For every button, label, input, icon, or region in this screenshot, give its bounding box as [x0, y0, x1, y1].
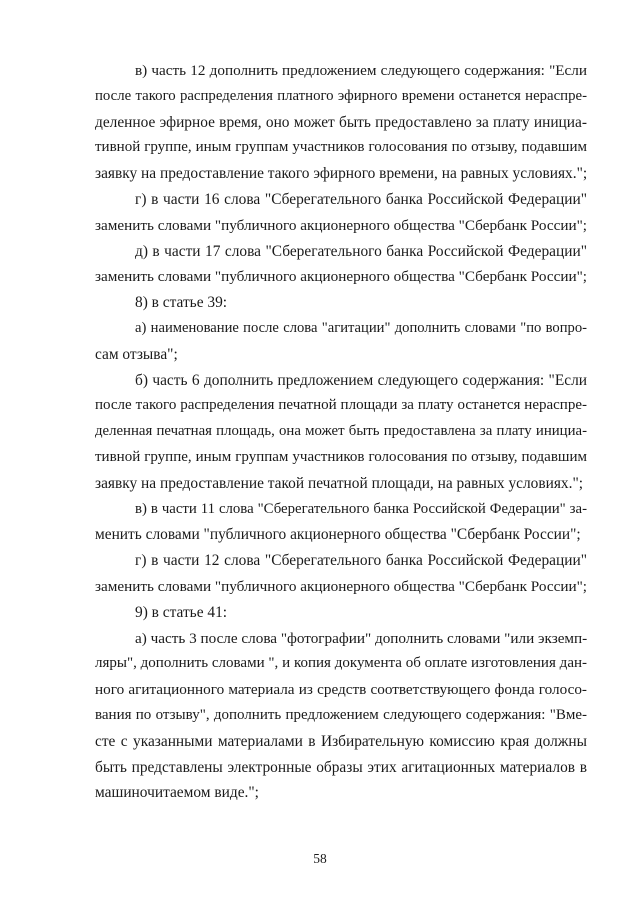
text-line: в) часть 12 дополнить предложением следующего содержания: "Если [135, 62, 587, 79]
text-line: заменить словами "публичного акционерного общества "Сбербанк России"; [95, 216, 588, 234]
text-line: г) в части 12 слова "Сберегательного банка Российской Федерации" [135, 552, 587, 570]
text-line: а) часть 3 после слова "фотографии" дополнить словами "или экземп- [135, 629, 588, 647]
text-line: быть представлены электронные образы этих агитационных материалов в [95, 758, 587, 776]
text-line: сте с указанными материалами в Избирательную комиссию края должны [95, 732, 587, 750]
text-line: машиночитаемом виде."; [95, 784, 259, 802]
text-line: ляры", дополнить словами ", и копия документа об оплате изготовления дан- [95, 655, 587, 672]
page-number: 58 [313, 851, 327, 866]
text-line: ного агитационного материала из средств соответствующего фонда голосо- [95, 681, 587, 699]
text-line: тивной группе, иным группам участников голосования по отзыву, подавшим [95, 139, 587, 156]
text-line: сам отзыва"; [95, 345, 178, 363]
text-line: заменить словами "публичного акционерного общества "Сбербанк России"; [95, 577, 588, 595]
text-line: заявку на предоставление такого эфирного времени, на равных условиях."; [95, 165, 588, 183]
text-line: менить словами "публичного акционерного общества "Сбербанк России"; [95, 526, 581, 544]
text-line: после такого распределения печатной площади за плату останется нераспре- [95, 397, 587, 414]
text-line: деленная печатная площадь, она может быть предоставлена за плату инициа- [95, 423, 587, 440]
text-line: 9) в статье 41: [135, 603, 228, 621]
text-line: деленное эфирное время, оно может быть предоставлено за плату инициа- [95, 113, 587, 131]
text-line: после такого распределения платного эфирного времени останется нераспре- [95, 87, 587, 104]
text-line: тивной группе, иным группам участников голосования по отзыву, подавшим [95, 448, 587, 465]
text-line: заменить словами "публичного акционерного общества "Сбербанк России"; [95, 268, 588, 286]
text-line: г) в части 16 слова "Сберегательного банка Российской Федерации" [135, 190, 587, 208]
document-body-text [95, 58, 587, 806]
text-line: заявку на предоставление такой печатной площади, на равных условиях."; [95, 474, 584, 492]
text-line: 8) в статье 39: [135, 294, 228, 312]
text-line: а) наименование после слова "агитации" дополнить словами "по вопро- [135, 319, 587, 336]
text-line: в) в части 11 слова "Сберегательного банка Российской Федерации" за- [135, 500, 587, 517]
text-line: вания по отзыву", дополнить предложением следующего содержания: "Вме- [95, 706, 587, 723]
text-line: д) в части 17 слова "Сберегательного банка Российской Федерации" [135, 242, 587, 260]
text-line: б) часть 6 дополнить предложением следующего содержания: "Если [135, 371, 587, 389]
